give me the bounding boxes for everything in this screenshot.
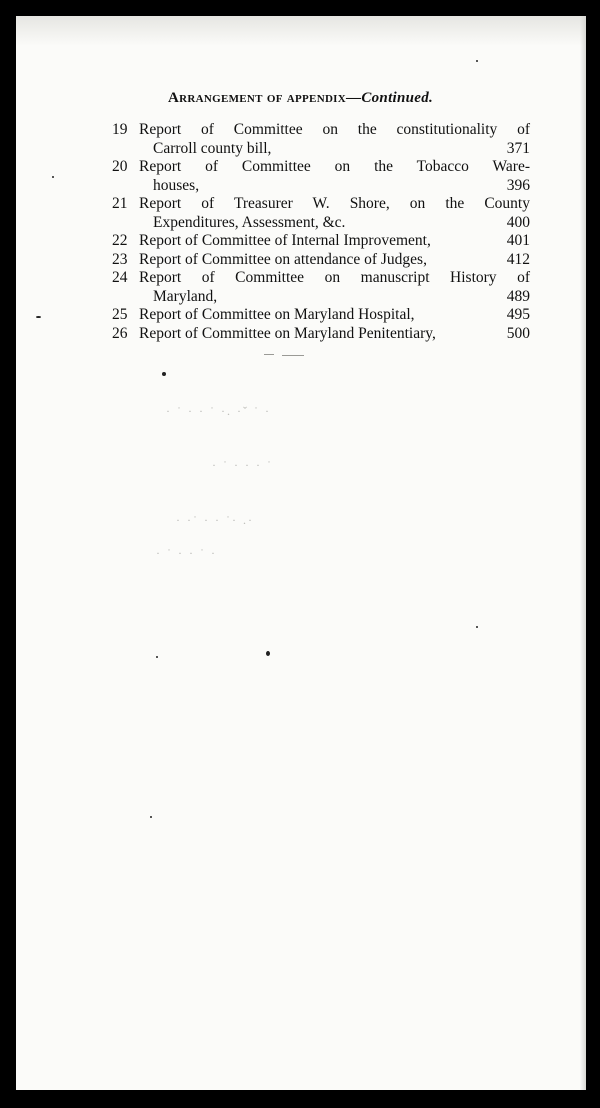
toc-entry-26 xyxy=(112,325,530,344)
entry-page-number: 489 xyxy=(506,287,530,305)
entry-title-line: Report of Committee on the constitutionality of xyxy=(139,121,530,138)
toc-entry-25 xyxy=(112,306,530,325)
page-header xyxy=(168,90,433,107)
ink-speck xyxy=(150,816,152,818)
entry-last-line xyxy=(112,251,530,270)
entry-last-line xyxy=(112,288,530,307)
page-top-shadow xyxy=(16,16,586,46)
ink-speck xyxy=(36,316,41,318)
entry-number: 19 xyxy=(112,121,128,138)
bleed-through-smudge: · ˙ · · ˙ · xyxy=(156,546,217,560)
ink-speck xyxy=(476,60,478,62)
entry-title-line: Expenditures, Assessment, &c. xyxy=(153,213,346,231)
toc-entry-22 xyxy=(112,232,530,251)
entry-page-number: 500 xyxy=(506,324,530,342)
toc-entry-20 xyxy=(112,158,530,195)
print-speck xyxy=(264,354,274,355)
entry-number: 22 xyxy=(112,232,128,249)
entry-last-line xyxy=(112,306,530,325)
entry-last-line xyxy=(112,214,530,233)
entry-title-line: Report of Committee on the Tobacco Ware- xyxy=(139,158,530,175)
print-speck xyxy=(282,355,304,356)
entry-title-line: houses, xyxy=(153,176,200,194)
page-right-shadow xyxy=(580,16,586,1090)
entry-last-line xyxy=(112,325,530,344)
ink-speck xyxy=(476,626,478,628)
entry-page-number: 396 xyxy=(506,176,530,194)
header-continued: Continued. xyxy=(361,90,434,106)
ink-speck xyxy=(52,176,54,178)
entry-title-line: Report of Committee on manuscript History of xyxy=(139,269,530,286)
entry-title-line: Report of Committee on attendance of Judges, xyxy=(139,250,427,268)
appendix-contents-list xyxy=(112,121,530,343)
toc-entry-19 xyxy=(112,121,530,158)
toc-entry-23 xyxy=(112,251,530,270)
bleed-through-smudge: · ·˙ · · ˙· .· xyxy=(176,513,254,527)
entry-title-line: Report of Committee of Internal Improvement, xyxy=(139,232,431,249)
entry-title-line: Carroll county bill, xyxy=(153,139,272,157)
entry-last-line xyxy=(112,232,530,251)
entry-number: 26 xyxy=(112,324,128,342)
book-page xyxy=(16,16,586,1090)
ink-speck xyxy=(156,656,158,658)
header-separator: — xyxy=(346,90,362,106)
entry-page-number: 412 xyxy=(506,250,530,268)
ink-speck xyxy=(266,651,270,656)
bleed-through-smudge: · ˙ · · · ˙ xyxy=(212,458,273,472)
entry-number: 25 xyxy=(112,306,128,323)
entry-last-line xyxy=(112,177,530,196)
toc-entry-21 xyxy=(112,195,530,232)
entry-page-number: 400 xyxy=(506,213,530,231)
bleed-through-smudge: · ˙ · · ˙ ·. ·ˇ ˙ · xyxy=(166,404,271,418)
entry-number: 21 xyxy=(112,195,128,212)
entry-number: 20 xyxy=(112,158,128,175)
entry-title-line: Report of Committee on Maryland Hospital, xyxy=(139,306,415,323)
entry-page-number: 371 xyxy=(506,139,530,157)
entry-title-line: Maryland, xyxy=(153,287,218,305)
ink-speck xyxy=(162,372,166,376)
entry-title-line: Report of Treasurer W. Shore, on the County xyxy=(139,195,530,212)
entry-number: 24 xyxy=(112,269,128,286)
entry-number: 23 xyxy=(112,250,128,268)
entry-page-number: 495 xyxy=(506,306,530,323)
toc-entry-24 xyxy=(112,269,530,306)
entry-last-line xyxy=(112,140,530,159)
header-title: Arrangement of appendix xyxy=(168,90,347,106)
entry-title-line: Report of Committee on Maryland Penitentiary, xyxy=(139,324,436,342)
entry-page-number: 401 xyxy=(506,232,530,249)
